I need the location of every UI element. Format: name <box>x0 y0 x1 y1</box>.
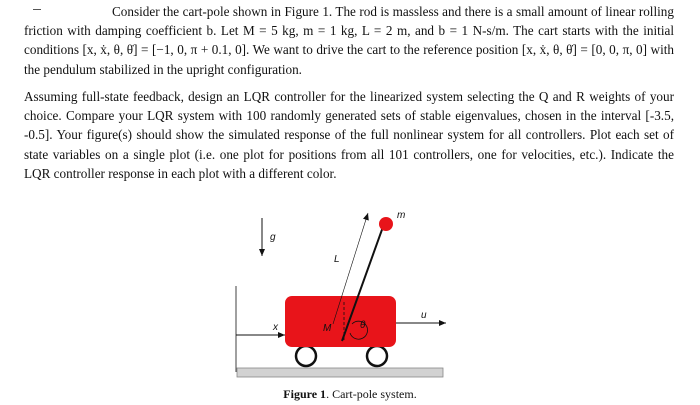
cart-body <box>285 296 396 347</box>
position-label: x <box>273 322 278 333</box>
figure-caption <box>0 387 700 402</box>
figure-caption-number: Figure 1 <box>283 387 327 401</box>
pendulum-bob <box>379 217 393 231</box>
figure-caption-text: . Cart-pole system. <box>326 387 417 401</box>
input-label: u <box>421 310 427 321</box>
left-wheel <box>296 346 316 366</box>
cart-mass-label: M <box>323 323 332 334</box>
ground <box>237 368 443 377</box>
gravity-label: g <box>270 232 276 243</box>
bob-mass-label: m <box>397 210 406 221</box>
angle-label: θ <box>360 320 366 331</box>
length-label: L <box>334 254 340 265</box>
right-wheel <box>367 346 387 366</box>
problem-paragraph-1: Consider the cart-pole shown in Figure 1. The rod is massless and there is a small amount of linear rolling friction with damping coefficient b. Let M = 5 kg, m = 1 kg, L = 2 m, and b = 1 N-s/m. The cart starts with the initial conditions [x, ẋ, θ, θ̇] = [−1, 0, π + 0.1, 0]. We want to drive the cart to the reference position [x, ẋ, θ, θ̇] = [0, 0, π, 0] with the pendulum stabilized in the upright configuration. <box>24 4 674 77</box>
problem-paragraph-2: Assuming full-state feedback, design an LQR controller for the linearized system selecting the Q and R weights of your choice. Compare your LQR system with 100 randomly generated sets of stable eigenvalues, chosen in the interval [-3.5, -0.5]. Your figure(s) should show the simulated response of the full nonlinear system for all controllers. Plot each set of state variables on a single plot (i.e. one plot for positions from all 101 controllers, one for velocities, etc.). Indicate the LQR controller response in each plot with a different color. <box>24 89 674 181</box>
